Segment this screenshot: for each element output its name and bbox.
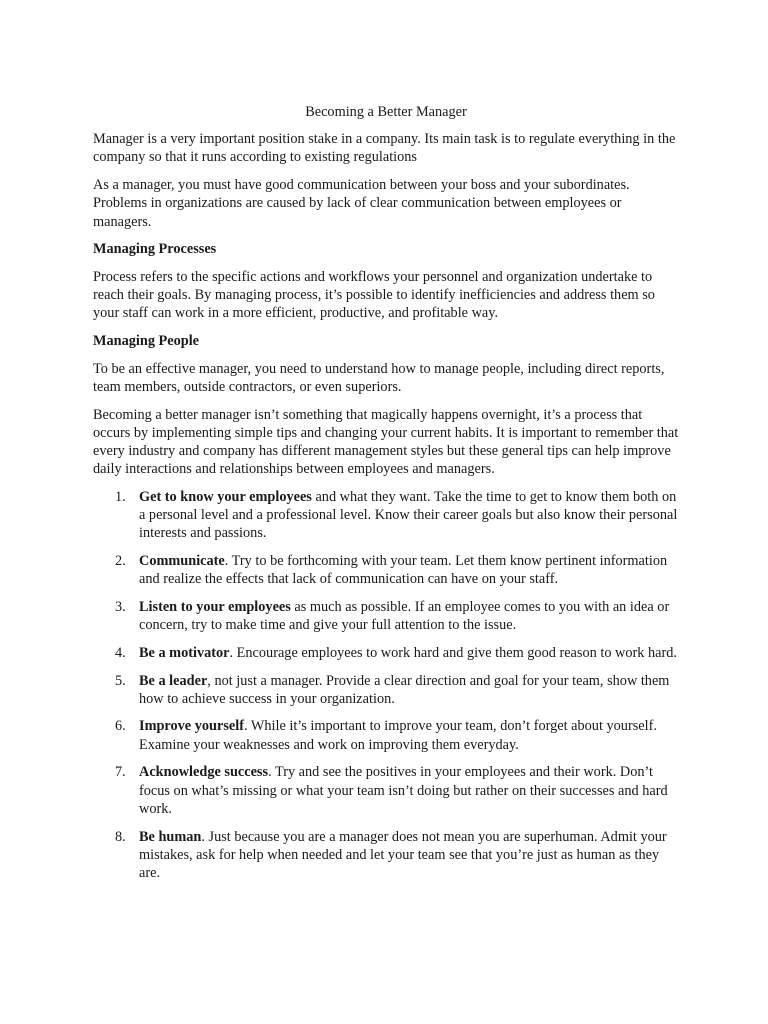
tip-number: 4. — [115, 644, 126, 661]
tip-number: 2. — [115, 553, 126, 570]
tip-text: . While it’s important to improve your team, don’t forget about yourself. Examine your weaknesses and work on improving them everyday. — [139, 718, 657, 753]
tip-number: 7. — [115, 764, 126, 781]
tip-lead: Listen to your employees — [139, 598, 291, 615]
tip-number: 5. — [115, 672, 126, 689]
tip-lead: Communicate — [139, 553, 225, 570]
tip-text: , not just a manager. Provide a clear direction and goal for your team, show them how to achieve success in your organization. — [139, 672, 670, 707]
tip-lead: Be a leader — [139, 672, 208, 689]
tip-number: 3. — [115, 598, 126, 615]
tip-item — [93, 763, 679, 818]
tip-lead: Be human — [139, 828, 202, 845]
tip-item — [93, 828, 679, 883]
intro-paragraph-2: As a manager, you must have good communication between your boss and your subordinates. Problems in organizations are caused by lack of clear communication between employees or managers. — [93, 177, 630, 230]
tip-item — [93, 644, 679, 662]
tip-lead: Be a motivator — [139, 644, 230, 661]
tip-lead: Improve yourself — [139, 718, 244, 735]
processes-paragraph: Process refers to the specific actions and workflows your personnel and organization undertake to reach their goals. By managing process, it’s possible to identify inefficiencies and address them so your staff can work in a more efficient, productive, and profitable way. — [93, 268, 655, 322]
tip-item — [93, 488, 679, 543]
tip-number: 8. — [115, 828, 126, 845]
tip-text: and what they want. Take the time to get to know them both on a personal level and a professional level. Know their career goals but also know their personal interests and passions. — [139, 488, 678, 542]
tip-lead: Get to know your employees — [139, 488, 312, 505]
tip-text: as much as possible. If an employee comes to you with an idea or concern, try to make time and give your full attention to the issue. — [139, 598, 670, 634]
tip-item — [93, 717, 679, 753]
heading-managing-processes: Managing Processes — [93, 241, 217, 258]
heading-managing-people: Managing People — [93, 333, 200, 350]
tip-item — [93, 672, 679, 708]
tip-number: 6. — [115, 718, 126, 735]
tip-text: . Try to be forthcoming with your team. Let them know pertinent information and realize the effects that lack of communication can have on your staff. — [139, 553, 668, 588]
tip-lead: Acknowledge success — [139, 764, 269, 781]
tip-text: . Just because you are a manager does not mean you are superhuman. Admit your mistakes, ask for help when needed and let your team see that you’re just as human as they are. — [139, 828, 667, 881]
intro-paragraph-1: Manager is a very important position stake in a company. Its main task is to regulate everything in the company so that it runs according to existing regulations — [93, 131, 676, 166]
tip-item — [93, 598, 679, 634]
people-paragraph-2: Becoming a better manager isn’t something that magically happens overnight, it’s a process that occurs by implementing simple tips and changing your current habits. It is important to remember that every industry and company has different management styles but these general tips can help improve daily interactions and relationships between employees and managers. — [93, 406, 679, 478]
tip-number: 1. — [115, 488, 126, 505]
document-title: Becoming a Better Manager — [305, 104, 467, 120]
tips-list — [93, 488, 679, 882]
tip-text: . Try and see the positives in your employees and their work. Don’t focus on what’s missing or what your team isn’t doing but rather on their successes and hard work. — [139, 764, 668, 817]
tip-item — [93, 552, 679, 588]
tip-text: . Encourage employees to work hard and give them good reason to work hard. — [229, 644, 677, 661]
people-paragraph-1: To be an effective manager, you need to understand how to manage people, including direct reports, team members, outside contractors, or even superiors. — [93, 360, 665, 395]
document-body — [93, 103, 679, 892]
